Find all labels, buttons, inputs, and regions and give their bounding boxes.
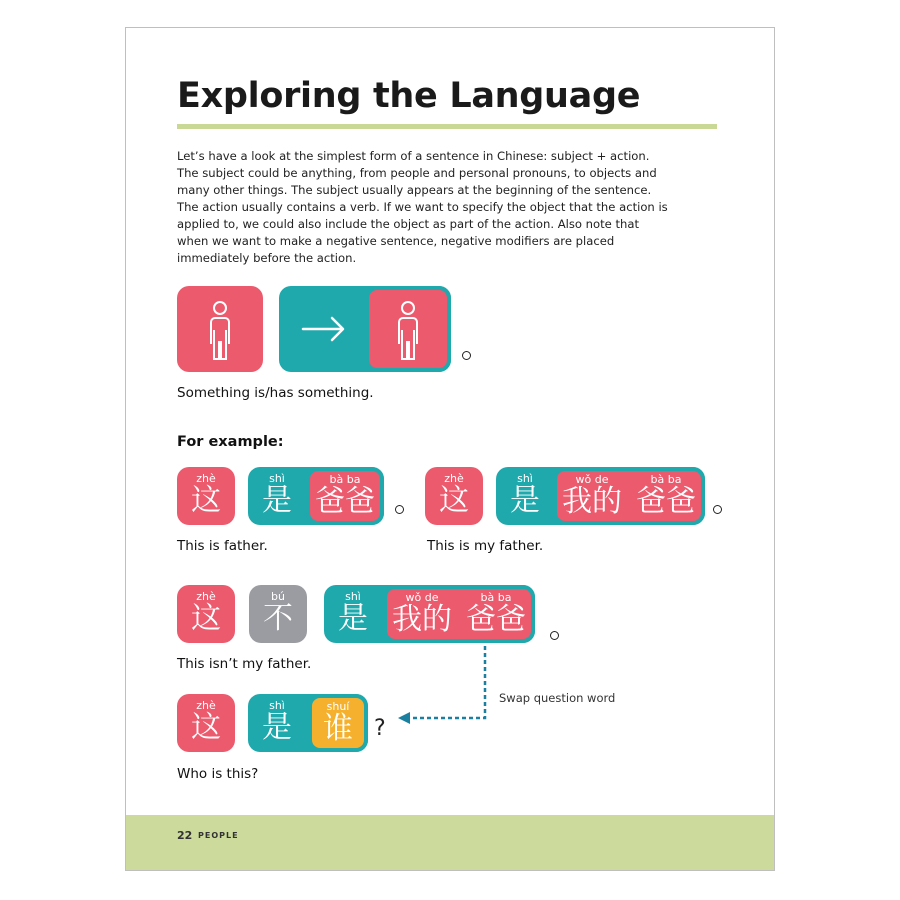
pinyin: shì [345,590,361,603]
subject-tile [177,286,263,372]
person-icon [177,286,263,372]
arrow-right-icon [279,286,369,372]
hanzi: 是 [262,710,292,745]
word-tile-baba [306,467,384,525]
full-stop-mark [462,351,471,360]
pinyin: bú [271,590,285,603]
pinyin: zhè [196,699,216,712]
pinyin: bà ba [329,473,361,486]
hanzi: 爸爸 [315,484,375,519]
hanzi: 这 [439,483,469,518]
pinyin: zhè [444,472,464,485]
page-title: Exploring the Language [177,76,641,116]
pinyin: shì [517,472,533,485]
full-stop-mark [550,631,559,640]
hanzi: 我的 [392,602,452,637]
hanzi: 不 [263,601,293,636]
word-tile-wode-baba [383,585,535,643]
example-heading: For example: [177,434,284,450]
person-icon [369,290,447,368]
full-stop-mark [395,505,404,514]
title-underline [177,124,717,129]
intro-paragraph: Let’s have a look at the simplest form of a sentence in Chinese: subject + action. The subject could be anything, from people and personal pronouns, to objects and many other things. The subject usually appears at the beginning of the sentence. The action usually contains a verb. If we want to specify the object that the action is applied to, we could also include the object as part of the action. Also note that when we want to make a negative sentence, negative modifiers are placed immediately before the action. [177,149,668,265]
pinyin: bà ba [650,473,682,486]
pinyin: shuí [326,700,350,713]
word-tile-shui [308,694,368,752]
pinyin: wǒ de [575,473,609,486]
arrow-left-icon [398,712,410,724]
translation: Who is this? [177,766,259,782]
pinyin: zhè [196,472,216,485]
translation: This is my father. [427,538,544,554]
word-tile-bu [249,585,307,643]
word-tile-zhe [425,467,483,525]
word-tile-zhe [177,585,235,643]
hanzi: 这 [191,483,221,518]
hanzi: 爸爸 [636,484,696,519]
pinyin: bà ba [480,591,512,604]
word-tile-zhe [177,694,235,752]
question-mark: ? [374,716,386,741]
full-stop-mark [713,505,722,514]
translation: This is father. [177,538,268,554]
hanzi: 我的 [562,484,622,519]
hanzi: 是 [338,601,368,636]
footer-band [126,815,774,870]
pinyin: shì [269,699,285,712]
pinyin: shì [269,472,285,485]
swap-label: Swap question word [499,691,616,705]
pinyin: wǒ de [405,591,439,604]
object-tile [365,286,451,372]
section-label: PEOPLE [198,831,239,840]
translation: This isn’t my father. [177,656,312,672]
hanzi: 谁 [323,711,353,746]
hanzi: 这 [191,710,221,745]
pinyin: zhè [196,590,216,603]
pattern-caption: Something is/has something. [177,385,374,401]
page-number: 22 [177,829,193,842]
hanzi: 是 [262,483,292,518]
word-tile-zhe [177,467,235,525]
swap-arrow [390,644,500,730]
hanzi: 爸爸 [466,602,526,637]
word-tile-wode-baba [553,467,705,525]
hanzi: 这 [191,601,221,636]
hanzi: 是 [510,483,540,518]
